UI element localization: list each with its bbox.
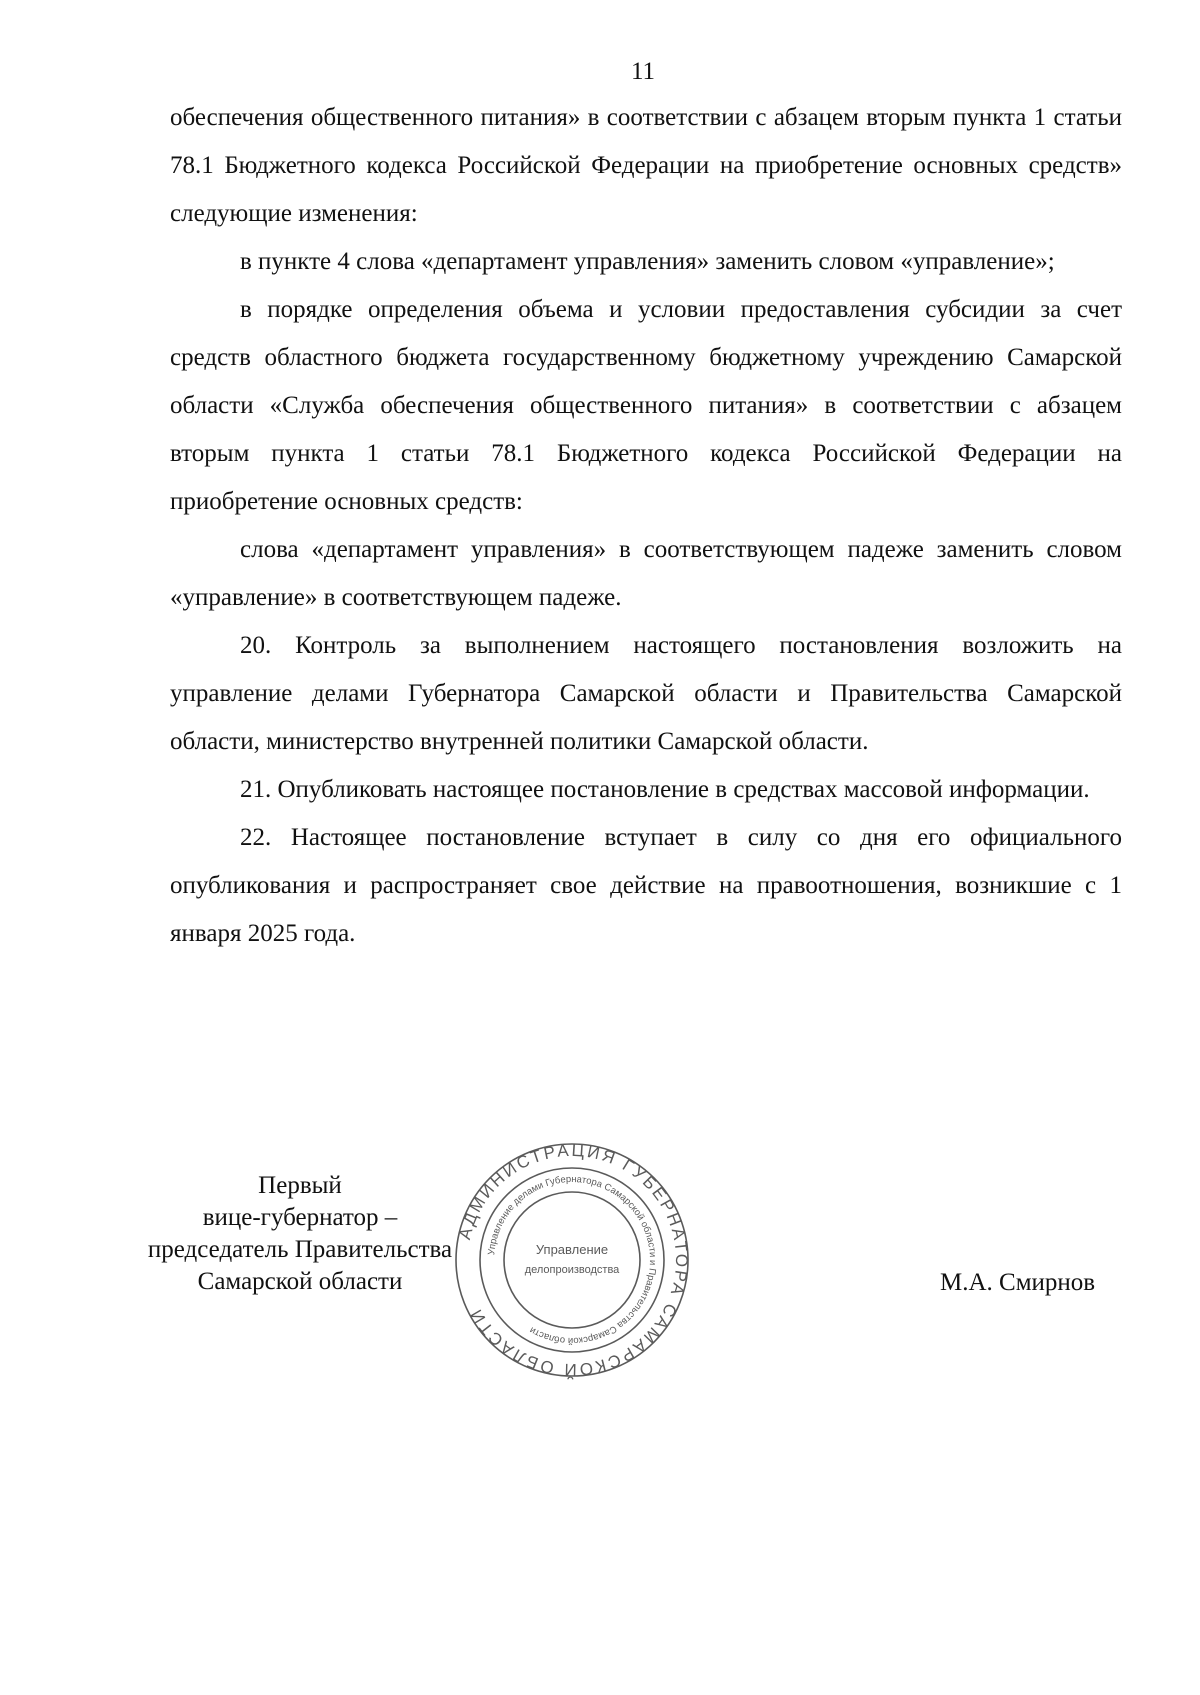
- paragraph: в пункте 4 слова «департамент управления» заменить словом «управление»;: [240, 248, 1055, 275]
- seal-outer-text: АДМИНИСТРАЦИЯ ГУБЕРНАТОРА САМАРСКОЙ ОБЛАСТИ: [455, 1140, 692, 1380]
- paragraph: 22. Настоящее постановление вступает в силу со дня его официального опубликования и распространяет свое действие на правоотношения, возникшие с 1 января 2025 года.: [170, 824, 1122, 947]
- signer-name: М.А. Смирнов: [940, 1269, 1096, 1296]
- svg-text:Управление делами Губернатора: [486, 1174, 658, 1346]
- signature-title-line: Самарской области: [197, 1268, 403, 1295]
- seal-graphic: [452, 1140, 692, 1380]
- signature-title: [140, 1170, 460, 1298]
- signature-title-line: вице-губернатор –: [202, 1204, 398, 1231]
- paragraph: в порядке определения объема и условии предоставления субсидии за счет средств областного бюджета государственному бюджетному учреждению Самарской области «Служба обеспечения общественного питания» в соответствии с абзацем вторым пункта 1 статьи 78.1 Бюджетного кодекса Российской Федерации на приобретение основных средств:: [170, 296, 1122, 515]
- paragraph: 21. Опубликовать настоящее постановление в средствах массовой информации.: [240, 776, 1090, 803]
- paragraph: 20. Контроль за выполнением настоящего постановления возложить на управление делами Губернатора Самарской области и Правительства Самарской области, министерство внутренней политики Самарской области.: [170, 632, 1122, 755]
- paragraph: обеспечения общественного питания» в соответствии с абзацем вторым пункта 1 статьи 78.1 Бюджетного кодекса Российской Федерации на приобретение основных средств» следующие изменения:: [170, 104, 1122, 227]
- page-number: 11: [630, 58, 656, 85]
- seal-middle-ring: [480, 1168, 664, 1352]
- seal-inner-text: Управление делами Губернатора Самарской области и Правительства Самарской области: [486, 1173, 659, 1347]
- document-body: [170, 94, 1122, 958]
- seal-inner-ring: [504, 1192, 640, 1328]
- seal-center-line: Управление: [535, 1242, 609, 1257]
- seal-center-line: делопроизводства: [524, 1264, 620, 1276]
- paragraph: слова «департамент управления» в соответствующем падеже заменить словом «управление» в соответствующем падеже.: [170, 536, 1122, 611]
- signature-title-line: Первый: [258, 1172, 342, 1199]
- signature-title-line: председатель Правительства: [147, 1236, 453, 1263]
- official-seal: [452, 1140, 692, 1380]
